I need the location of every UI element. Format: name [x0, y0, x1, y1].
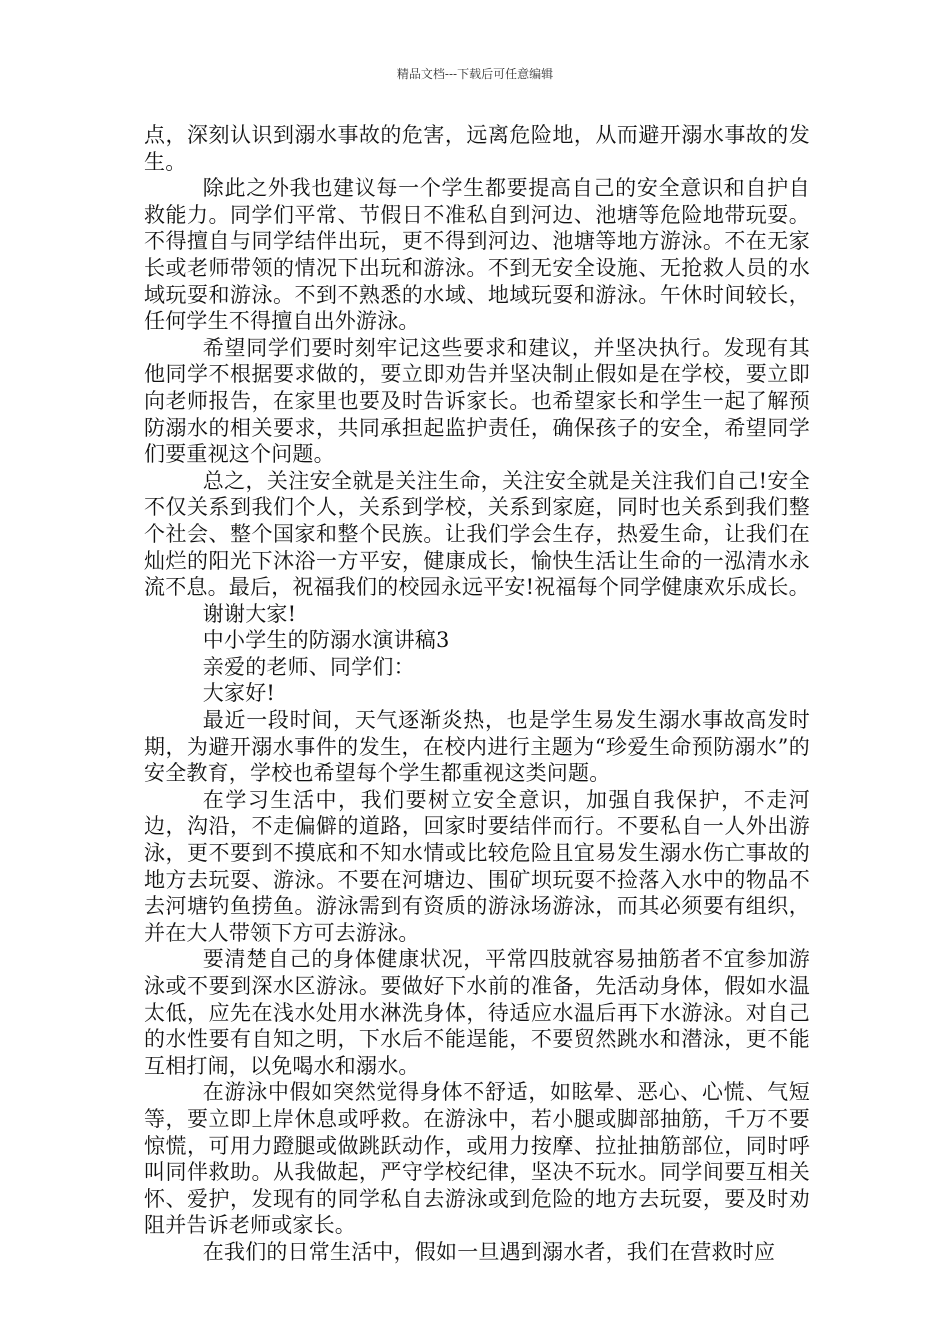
- paragraph: 希望同学们要时刻牢记这些要求和建议，并坚决执行。发现有其他同学不根据要求做的，要立即劝告并坚决制止假如是在学校，要立即向老师报告，在家里也要及时告诉家长。也希望家长和学生一起了解预防溺水的相关要求，共同承担起监护责任，确保孩子的安全，希望同学们要重视这个问题。: [144, 335, 810, 467]
- page-header: 精品文档---下载后可任意编辑: [396, 67, 554, 81]
- paragraph: 要清楚自己的身体健康状况，平常四肢就容易抽筋者不宜参加游泳或不要到深水区游泳。要做好下水前的准备，先活动身体，假如水温太低，应先在浅水处用水淋洗身体，待适应水温后再下水游泳。对自己的水性要有自知之明，下水后不能逞能，不要贸然跳水和潜泳，更不能互相打闹，以免喝水和溺水。: [144, 947, 810, 1078]
- paragraph-continuation: 点，深刻认识到溺水事故的危害，远离危险地，从而避开溺水事故的发生。: [144, 123, 810, 174]
- document-body: [144, 122, 810, 1266]
- paragraph: 除此之外我也建议每一个学生都要提高自己的安全意识和自护自救能力。同学们平常、节假日不准私自到河边、池塘等危险地带玩耍。不得擅自与同学结伴出玩，更不得到河边、池塘等地方游泳。不在无家长或老师带领的情况下出玩和游泳。不到无安全设施、无抢救人员的水域玩耍和游泳。不到不熟悉的水域、地域玩耍和游泳。午休时间较长，任何学生不得擅自出外游泳。: [144, 176, 810, 334]
- salutation: 亲爱的老师、同学们：: [202, 654, 415, 679]
- paragraph: 在游泳中假如突然觉得身体不舒适，如眩晕、恶心、心慌、气短等，要立即上岸休息或呼救。在游泳中，若小腿或脚部抽筋，千万不要惊慌，可用力蹬腿或做跳跃动作，或用力按摩、拉扯抽筋部位，同时呼叫同伴救助。从我做起，严守学校纪律，坚决不玩水。同学间要互相关怀、爱护，发现有的同学私自去游泳或到危险的地方去玩耍，要及时劝阻并告诉老师或家长。: [144, 1080, 810, 1238]
- paragraph: 总之，关注安全就是关注生命，关注安全就是关注我们自己!安全不仅关系到我们个人，关系到学校，关系到家庭，同时也关系到我们整个社会、整个国家和整个民族。让我们学会生存，热爱生命，让我们在灿烂的阳光下沐浴一方平安，健康成长，愉快生活让生命的一泓清水永流不息。最后，祝福我们的校园永远平安!祝福每个同学健康欢乐成长。: [144, 468, 810, 600]
- paragraph: 在学习生活中，我们要树立安全意识，加强自我保护，不走河边，沟沿，不走偏僻的道路，回家时要结伴而行。不要私自一人外出游泳，更不要到不摸底和不知水情或比较危险且宜易发生溺水伤亡事故的地方去玩耍、游泳。不要在河塘边、围矿坝玩耍不捡落入水中的物品不去河塘钓鱼捞鱼。游泳需到有资质的游泳场游泳，而其必须要有组织，并在大人带领下方可去游泳。: [144, 787, 810, 945]
- closing-thanks: 谢谢大家!: [202, 601, 297, 626]
- greeting: 大家好!: [202, 681, 276, 706]
- section-title: 中小学生的防溺水演讲稿3: [202, 628, 450, 653]
- paragraph: 最近一段时间，天气逐渐炎热，也是学生易发生溺水事故高发时期，为避开溺水事件的发生，在校内进行主题为“珍爱生命预防溺水”的安全教育，学校也希望每个学生都重视这类问题。: [144, 708, 810, 786]
- paragraph: 在我们的日常生活中，假如一旦遇到溺水者，我们在营救时应: [202, 1239, 776, 1264]
